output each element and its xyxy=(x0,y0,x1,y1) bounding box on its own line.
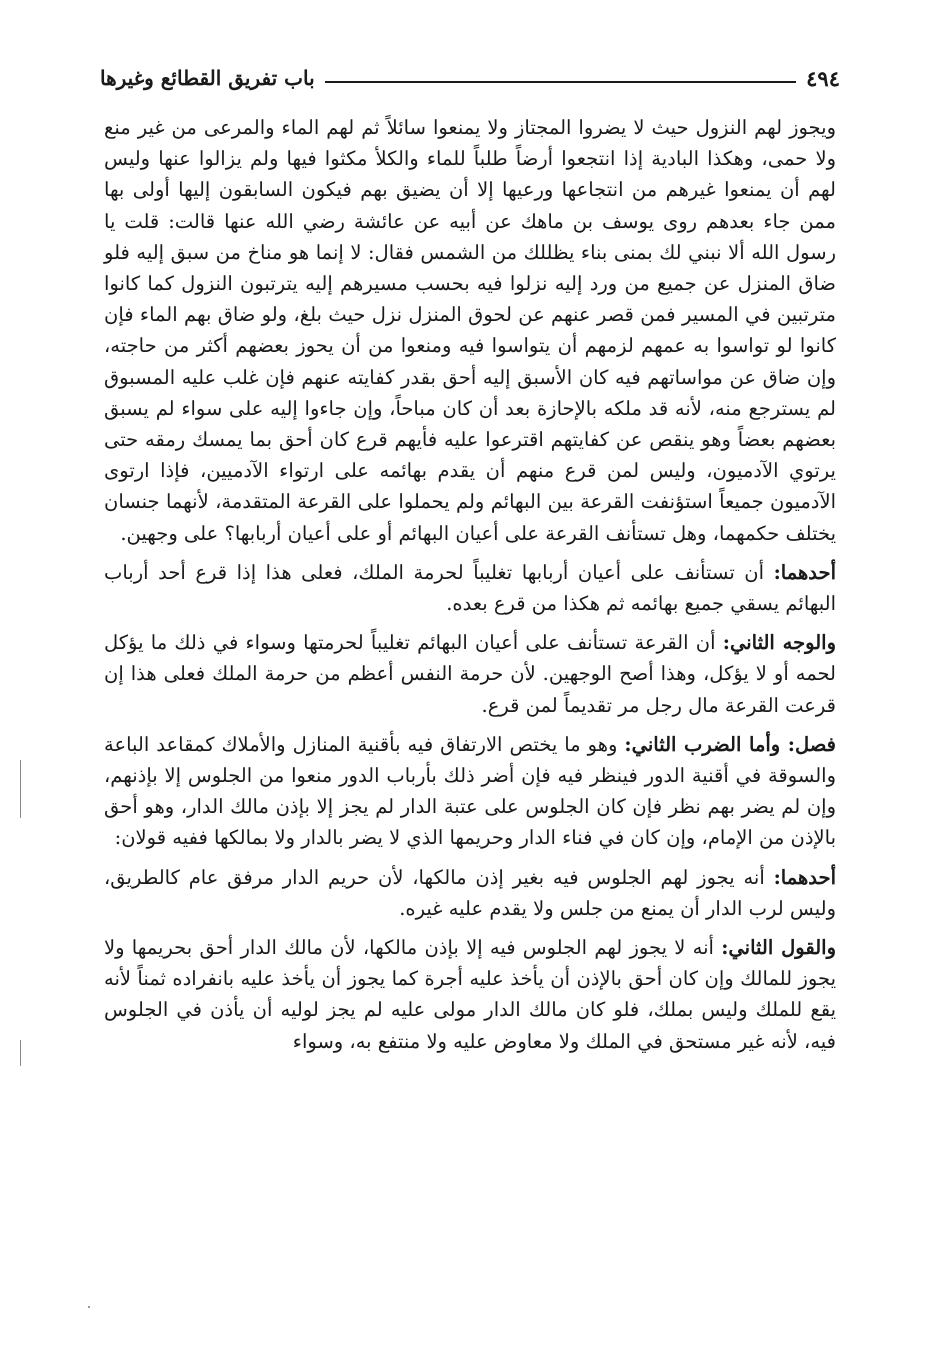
paragraph-lead: فصل: وأما الضرب الثاني: xyxy=(624,732,836,756)
body-text xyxy=(104,112,836,1057)
paragraph-lead: أحدهما: xyxy=(773,560,836,584)
running-title: باب تفريق القطائع وغيرها xyxy=(100,66,315,90)
page-header xyxy=(100,60,840,96)
paragraph-lead: والوجه الثاني: xyxy=(722,631,836,655)
header-rule xyxy=(325,81,797,83)
paragraph xyxy=(104,112,836,549)
margin-speck xyxy=(88,1306,90,1308)
margin-mark xyxy=(20,1040,21,1066)
paragraph-text: أن تستأنف على أعيان أربابها تغليباً لحرمة الملك، فعلى هذا إذا قرع أحد أرباب البهائم يسقي جميع بهائمه ثم هكذا من قرع بعده. xyxy=(104,560,836,616)
paragraph-text: أن القرعة تستأنف على أعيان البهائم تغليباً لحرمتها وسواء في ذلك ما يؤكل لحمه أو لا يؤكل، وهذا أصح الوجهين. لأن حرمة النفس أعظم من حرمة الملك فعلى هذا إن قرعت القرعة مال رجل مر تقديماً لمن قرع. xyxy=(104,631,836,717)
paragraph-lead: والقول الثاني: xyxy=(721,936,836,960)
paragraph xyxy=(104,932,836,1057)
paragraph xyxy=(104,729,836,854)
paragraph-text: أنه لا يجوز لهم الجلوس فيه إلا بإذن مالكها، لأن مالك الدار أحق بحريمها ولا يجوز للمالك وإن كان أحق بالإذن أن يأخذ عليه أجرة كما يجوز أن يأخذ عليه بانفراده ثمناً لأنه يقع للملك وليس بملك، فلو كان مالك الدار مولى عليه لم يجز لوليه أن يأذن في الجلوس فيه، لأنه غير مستحق في الملك ولا معاوض عليه ولا منتفع به، وسواء xyxy=(104,936,836,1053)
paragraph-text: ويجوز لهم النزول حيث لا يضروا المجتاز ولا يمنعوا سائلاً ثم لهم الماء والمرعى من غير منع ولا حمى، وهكذا البادية إذا انتجعوا أرضاً طلباً للماء والكلأ مكثوا فيها ولم يزالوا عنها وليس لهم أن يمنعوا غيرهم من انتجاعها ورعيها إلا أن يضيق بهم فيكون السابقون إليها أولى بها ممن جاء بعدهم روى يوسف بن ماهك عن أبيه عن عائشة رضي الله عنها قالت: قلت يا رسول الله ألا نبني لك بمنى بناء يظللك من الشمس فقال: لا إنما هو مناخ من سبق إليه فلو ضاق المنزل عن جميع من ورد إليه نزلوا فيه بحسب مسيرهم إليه يترتبون النزول كما كانوا مترتبين في المسير فمن قصر عنهم عن لحوق المنزل نزل حيث بلغ، ولو ضاق بهم الماء فإن كانوا لو تواسوا به عمهم لزمهم أن يتواسوا فيه ومنعوا من أن يحوز بعضهم أكثر من حاجته، وإن ضاق عن مواساتهم فيه كان الأسبق إليه أحق بقدر كفايته عنهم فإن غلب عليه المسبوق لم يسترجع منه، لأنه قد ملكه بالإحازة بعد أن كان مباحاً، وإن جاءوا إليه على سواء لم يسبق بعضهم بعضاً وهو ينقص عن كفايتهم اقترعوا عليه فأيهم قرع كان أحق بما يمسك رمقه حتى يرتوي الآدميون، وليس لمن قرع منهم أن يقدم بهائمه على ارتواء الآدميين، فإذا ارتوى الآدميون جميعاً استؤنفت القرعة بين البهائم ولم يحملوا على القرعة المتقدمة، لأنهما جنسان يختلف حكمهما، وهل تستأنف القرعة على أعيان البهائم أو على أعيان أربابها؟ على وجهين. xyxy=(104,116,836,545)
paragraph xyxy=(104,862,836,924)
page-number: ٤٩٤ xyxy=(806,65,840,91)
paragraph xyxy=(104,557,836,619)
paragraph xyxy=(104,627,836,721)
paragraph-text: وهو ما يختص الارتفاق فيه بأقنية المنازل والأملاك كمقاعد الباعة والسوقة في أقنية الدور فينظر فيه فإن أضر ذلك بأرباب الدور منعوا من الجلوس إلا بإذنهم، وإن لم يضر بهم نظر فإن كان الجلوس على عتبة الدار لم يجز إلا بإذن مالك الدار، وهو أحق بالإذن من الإمام، وإن كان في فناء الدار وحريمها الذي لا يضر بالدار ولا بمالكها ففيه قولان: xyxy=(104,732,836,850)
paragraph-text: أنه يجوز لهم الجلوس فيه بغير إذن مالكها، لأن حريم الدار مرفق عام كالطريق، وليس لرب الدار أن يمنع من جلس ولا يقدم عليه غيره. xyxy=(104,865,836,920)
margin-mark xyxy=(20,760,21,818)
paragraph-lead: أحدهما: xyxy=(773,865,836,889)
